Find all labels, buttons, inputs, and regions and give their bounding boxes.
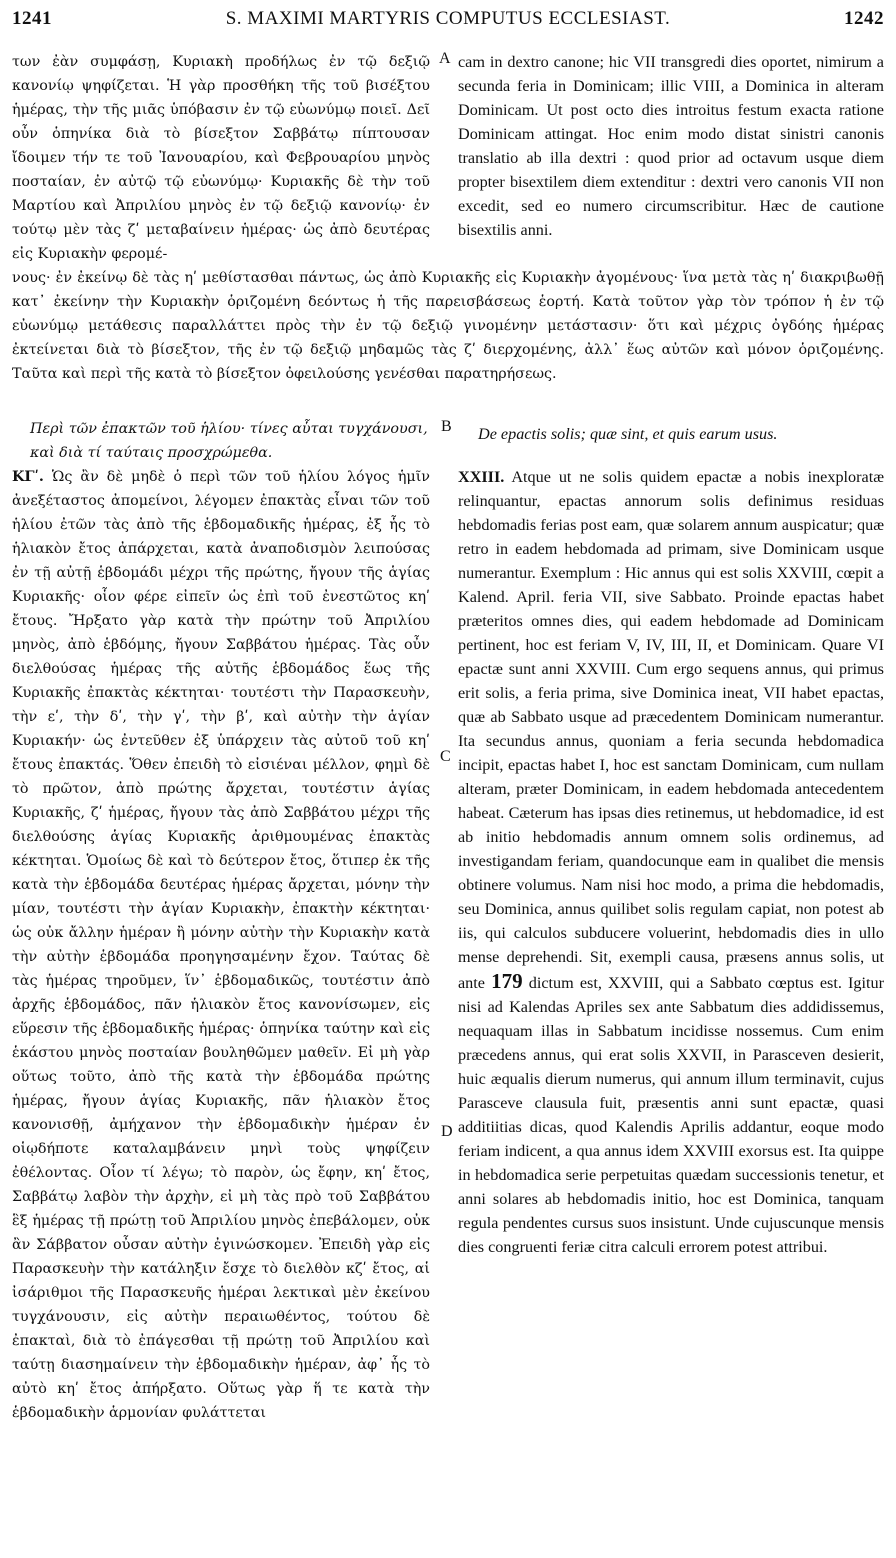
latin-column-top bbox=[458, 50, 884, 266]
running-title: S. MAXIMI MARTYRIS COMPUTUS ECCLESIAST. bbox=[225, 8, 671, 29]
column-number-marker: 179 bbox=[491, 969, 523, 993]
margin-letter-a: A bbox=[439, 50, 451, 67]
page-number-left: 1241 bbox=[12, 8, 52, 29]
greek-section-heading: Περὶ τῶν ἐπακτῶν τοῦ ἡλίου· τίνες αὗται τυγχάνουσι, καὶ διὰ τί ταύταις προσχρώμεθα. bbox=[30, 421, 428, 461]
latin-main-text-a: Atque ut ne solis quidem epactæ a nobis inexploratæ relinquantur, epactas annorum solis definimus residuas hebdomadis ferias post eam, quæ solarem annum auspicatur; quæ retro in eadem hebdomada ad primam, sive Dominicam usque numerantur. Exemplum : Hic annus qui est solis XXVIII, cœpit a Kalend. April. feria VII, sive Sabbato. Proinde epactas habet præteritos omnes dies, qui eadem hebdomade ad Dominicam pertinent, hoc est feriam V, IV, III, II, et Dominicam. Quare VI epactæ sunt anni XXVIII. Cum ergo sequens annus, qui primus erit solis, a feria prima, sive Dominica ineat, VII habet epactas, quæ ab Sabbato usque ad præcedentem Dominicam numerantur. Ita secundus annus, quoniam a feria secunda hebdomadica incipit, epactas habet I, hoc est sanctam Dominicam, cum nullam alteram, præter Dominicam, in eadem hebdomada antecedentem habeat. Cæterum has ipsas dies retinemus, ut hebdomadice, id est ab initio hebdomadis annum omnem solis ordinemus, ad investigandam feriam, quandocunque eam in qualibet die mensis obtinere volumus. Nam nisi hoc modo, a prima die hebdomadis, seu Dominica, annus quilibet solis regulam capiat, non potest ab iis, qui calculos subducere voluerint, hebdomadis dies in ullo mense deprehendi. Sit, exempli causa, præsens annus solis, ut ante bbox=[458, 468, 884, 992]
greek-column-top bbox=[12, 50, 430, 266]
latin-section-heading: De epactis solis; quæ sint, et quis earum usus. bbox=[478, 425, 778, 443]
latin-chapter-number: XXIII. bbox=[458, 468, 505, 486]
latin-main-paragraph bbox=[458, 465, 884, 1259]
latin-main-text-b: dictum est, XXVIII, qui a Sabbato cœptus est. Igitur nisi ad Kalendas Apriles sex ante Sabbatum dies addidissemus, nequaquam illas in Sabbatum incidisse nossemus. Cum enim præcedens annus, qui erat solis XXVII, in Parasceven desierit, huic æqualis dierum numerus, qui annum illum terminavit, cujus Parasceve clausula fuit, præsentis anni sunt epactæ, quasi additiitias dicas, quod Kalendis Aprilis addantur, eoque modo feriam indicent, a qua annus idem XXVIII exorsus est. Ita quippe in hebdomadica serie perpetuitas quædam successionis tenetur, et anni solares ab hebdomadis initio, hoc est Dominica, tanquam regula pendentes cursus suos insistunt. Unde cujuscunque mensis dies congruenti feriæ citra calculi errorem potest attribui. bbox=[458, 974, 884, 1256]
margin-letter-d: D bbox=[441, 1123, 453, 1140]
latin-paragraph-top: cam in dextro canone; hic VII transgredi dies oportet, nimirum a secunda feria in Dominicam; illic VIII, a Dominica in alteram Dominicam. Ut post octo dies introitus festum exacta ratione Dominicam attingat. Hoc enim modo distat sinistri canonis translatio ab illa dextri : quod prior ad octavum usque diem propter bisextilem diem extenditur : dextri vero canonis VII non excedit, sed eo numero circumscribitur. Hæc de cautione bisextilis anni. bbox=[458, 53, 884, 239]
running-header bbox=[12, 8, 884, 34]
greek-chapter-number: ΚΓʹ. bbox=[12, 469, 44, 485]
margin-letter-c: C bbox=[440, 748, 451, 765]
greek-main-text: Ὡς ἂν δὲ μηδὲ ὁ περὶ τῶν τοῦ ἡλίου λόγος ἡμῖν ἀνεξέταστος ἀπομείνοι, λέγομεν ἐπακτὰς εἶναι τῶν τοῦ ἡλίου ἐτῶν τὰς ἀπὸ τῆς ἑβδομαδικῆς ἡμέρας, ἐξ ἧς τὸ ἡλιακὸν ἔτος ἀπάρχεται, κατὰ ἀναποδισμὸν λειπούσας ἐν τῇ αὐτῇ ἑβδομάδι μέχρι τῆς πρώτης, ἤγουν τῆς ἁγίας Κυριακῆς· οἷον φέρε εἰπεῖν ὡς ἐπὶ τοῦ ἐνεστῶτος κηʹ ἔτους. Ἤρξατο γὰρ κατὰ τὴν πρώτην τοῦ Ἀπριλίου μηνὸς, ἀπὸ ἑβδόμης, ἤγουν Σαββάτου ἡμέρας. Τὰς οὖν διελθούσας ἡμέρας τῆς αὐτῆς ἑβδομάδος ἕως τῆς Κυριακῆς ἐπακτὰς κέκτηται· τουτέστι τὴν Παρασκευὴν, τὴν εʹ, τὴν δʹ, τὴν γʹ, τὴν βʹ, καὶ αὐτὴν τὴν ἁγίαν Κυριακήν· ὡς ἐντεῦθεν ἐξ ὑπάρχειν τὰς αὐτοῦ τοῦ κηʹ ἔτους ἐπακτάς. Ὅθεν ἐπειδὴ τὸ εἰσιέναι μέλλον, φημὶ δὲ τὸ πρῶτον, ἀπὸ πρώτης ἄρχεται, τουτέστιν ἁγίας Κυριακῆς, ζʹ ἡμέρας, ἤγουν τὰς ἀπὸ Σαββάτου μέχρι τῆς διελθούσης ἁγίας Κυριακῆς ἀριθμουμένας ἐπακτὰς κέκτηται. Ὁμοίως δὲ καὶ τὸ δεύτερον ἔτος, ὅτιπερ ἐκ τῆς κατὰ τὴν ἑβδομάδα δευτέρας ἡμέρας ἄρχεται, μόνην τὴν μίαν, τουτέστι τὴν ἁγίαν Κυριακὴν, ἐπακτὴν κέκτηται· ὡς οὐκ ἄλλην ἡμέραν ἢ μόνην αὐτὴν τὴν Κυριακὴν κατὰ τὴν αὐτὴν ἑβδομάδα προηγησαμένην ἔχον. Ταύτας δὲ τὰς ἡμέρας τηροῦμεν, ἵν᾽ ἑβδομαδικῶς, τουτέστιν ἀπὸ ἀρχῆς ἑβδομάδος, πᾶν ἡλιακὸν ἔτος κανονίσωμεν, εἰς εὕρεσιν τῆς ἑβδομαδικῆς ἡμέρας· ὁπηνίκα ταύτην καὶ εἰς ἑκάστου μηνὸς ποσταίαν βουληθῶμεν μαθεῖν. Εἰ μὴ γὰρ οὕτως τοῦτο, ἀπὸ τῆς κατὰ τὴν ἑβδομάδα πρώτης ἡμέρας, ἤγουν ἁγίας Κυριακῆς, πᾶν ἡλιακὸν ἔτος κανονισθῇ, ἀμήχανον τὴν ἑβδομαδικὴν ἡμέραν ἐν οἱῳδήποτε καταλαμβάνειν μηνὶ τοὺς ψηφίζειν ἐθέλοντας. Οἷον τί λέγω; τὸ παρὸν, ὡς ἔφην, κηʹ ἔτος, Σαββάτῳ λαβὸν τὴν ἀρχὴν, εἰ μὴ τὰς πρὸ τοῦ Σαββάτου ἓξ ἡμέρας τῇ πρώτῃ τοῦ Ἀπριλίου μηνὸς ἐπεβάλομεν, οὐκ ἂν Σάββατον οὖσαν αὐτὴν ἐγινώσκομεν. Ἐπειδὴ γὰρ εἰς Παρασκευὴν τὴν κατάληξιν ἔσχε τὸ διελθὸν κζʹ ἔτος, αἱ ἰσάριθμοι τῆς Παρασκευῆς ἡμέραι λεκτικαὶ μὲν ἐκείνου τυγχάνουσιν, εἰς αὐτὴν περαιωθέντος, τούτου δὲ ἐπακταὶ, διὰ τὸ ἐπάγεσθαι τῇ πρώτῃ τοῦ Ἀπριλίου καὶ ταύτῃ διασημαίνειν τὴν ἑβδομαδικὴν ἡμέραν, ἀφ᾽ ἧς τὸ αὐτὸ κηʹ ἔτος ἀπήρξατο. Οὕτως γὰρ ἥ τε κατὰ τὴν ἑβδομαδικὴν ἁρμονίαν φυλάττεται bbox=[12, 469, 430, 1421]
greek-main-paragraph bbox=[12, 465, 430, 1425]
greek-paragraph-top: των ἐὰν συμφάσῃ, Κυριακὴ προδήλως ἐν τῷ δεξιῷ κανονίῳ ψηφίζεται. Ἡ γὰρ προσθήκη τῆς τοῦ βισέξτου ἡμέρας, τὴν τῆς μιᾶς ὑπόβασιν ἐν τῷ εὐωνύμῳ ποιεῖ. Δεῖ οὖν ὁπηνίκα διὰ τὸ βίσεξτον Σαββάτῳ πίπτουσαν ἴδοιμεν τήν τε τοῦ Ἰανουαρίου, καὶ Φεβρουαρίου μηνὸς ποσταίαν, ἐν αὐτῷ τῷ εὐωνύμῳ· Κυριακῆς δὲ τὴν τοῦ Μαρτίου καὶ Ἀπριλίου μηνὸς ἐν τῷ δεξιῷ κανονίῳ· ἐν τούτῳ μὲν τὰς ζʹ μεταβαίνειν ἡμέρας· ὡς ἀπὸ δευτέρας εἰς Κυριακὴν φερομέ- bbox=[12, 54, 430, 262]
greek-full-width-paragraph bbox=[12, 266, 884, 410]
page-number-right: 1242 bbox=[844, 8, 884, 29]
greek-paragraph-full: νους· ἐν ἐκείνῳ δὲ τὰς ηʹ μεθίστασθαι πάντως, ὡς ἀπὸ Κυριακῆς εἰς Κυριακὴν ἀγομένους· ἵνα μετὰ τὰς ηʹ διακριβωθῇ κατ᾽ ἐκείνην τὴν Κυριακὴν ὁριζομένη δεόντως ἡ τῆς παρεισβάσεως ἑορτή. Κατὰ τοῦτον γὰρ τὸν τρόπον ἡ ἐν τῷ εὐωνύμῳ μετάθεσις παραλλάττει πρὸς τὴν ἐν τῷ δεξιῷ γινομένην μετάστασιν· ὅτι καὶ μέχρις ὀγδόης ἡμέρας ἐκτείνεται διὰ τὸ βίσεξτον, τῆς ἐν τῷ δεξιῷ μηδαμῶς τὰς ζʹ διερχομένης, ἀλλ᾽ ἕως αὐτῶν καὶ μόνον ὁριζομένης. Ταῦτα καὶ περὶ τῆς κατὰ τὸ βίσεξτον ὀφειλούσης γενέσθαι παρατηρήσεως. bbox=[12, 270, 884, 382]
greek-main-column bbox=[12, 465, 430, 1485]
latin-main-column bbox=[458, 465, 884, 1485]
margin-letter-b: B bbox=[441, 418, 452, 435]
